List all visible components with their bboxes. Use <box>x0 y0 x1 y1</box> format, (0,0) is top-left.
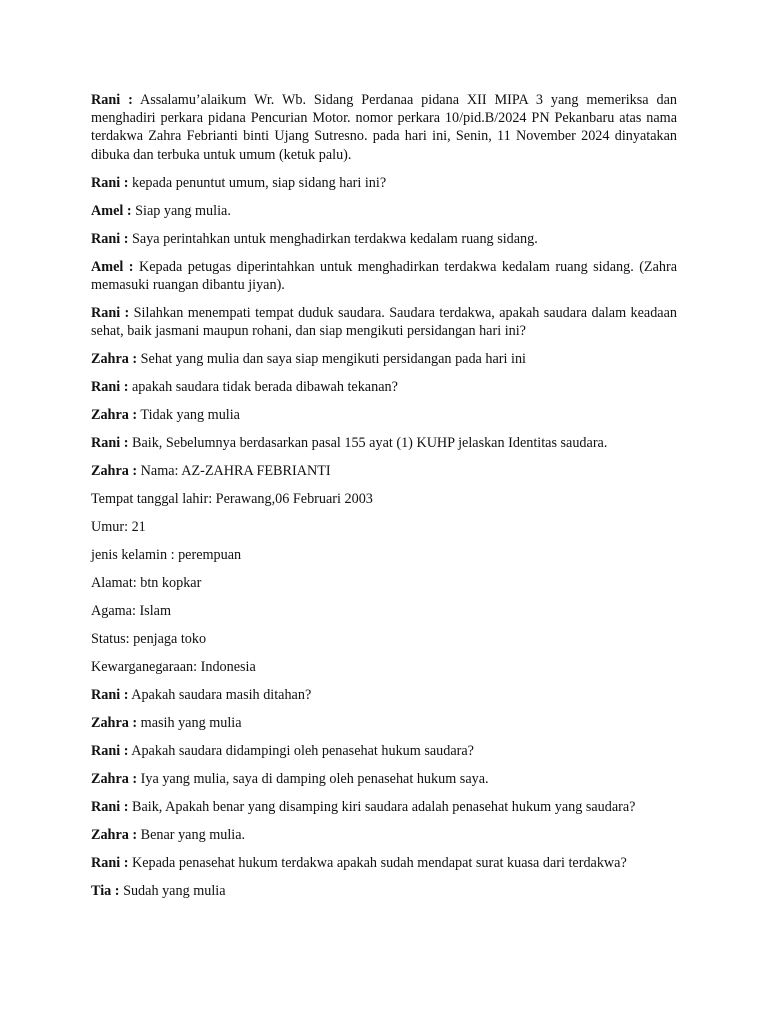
speaker-label: Zahra : <box>91 407 138 424</box>
dialogue-paragraph <box>91 714 677 732</box>
dialogue-paragraph <box>91 350 677 368</box>
speaker-label: Amel : <box>91 202 132 219</box>
dialogue-paragraph <box>91 742 677 760</box>
identity-text: jenis kelamin : perempuan <box>91 547 242 564</box>
dialogue-text: Silahkan menempati tempat duduk saudara. Saudara terdakwa, apakah saudara dalam keadaan sehat, baik jasmani maupun rohani, dan siap mengikuti persidangan hari ini? <box>91 304 677 340</box>
dialogue-text: Assalamu’alaikum Wr. Wb. Sidang Perdanaa pidana XII MIPA 3 yang memeriksa dan menghadiri perkara pidana Pencurian Motor. nomor perkara 10/pid.B/2024 PN Pekanbaru atas nama terdakwa Zahra Febrianti binti Ujang Sutresno. pada hari ini, Senin, 11 November 2024 dinyatakan dibuka dan terbuka untuk umum (ketuk palu). <box>91 92 677 163</box>
identity-text: Kewarganegaraan: Indonesia <box>91 659 256 676</box>
speaker-label: Rani : <box>91 379 129 396</box>
dialogue-text: kepada penuntut umum, siap sidang hari ini? <box>132 174 387 191</box>
dialogue-paragraph <box>91 462 677 480</box>
speaker-label: Rani : <box>91 799 129 816</box>
dialogue-paragraph <box>91 406 677 424</box>
identity-line <box>91 602 677 620</box>
identity-line <box>91 658 677 676</box>
speaker-label: Rani : <box>91 435 129 452</box>
dialogue-paragraph <box>91 258 677 294</box>
identity-line <box>91 574 677 592</box>
speaker-label: Rani : <box>91 304 130 321</box>
dialogue-paragraph <box>91 202 677 220</box>
speaker-label: Tia : <box>91 883 120 900</box>
speaker-label: Rani : <box>91 743 129 760</box>
speaker-label: Rani : <box>91 174 129 191</box>
identity-text: Agama: Islam <box>91 603 171 620</box>
identity-line <box>91 630 677 648</box>
identity-text: Umur: 21 <box>91 519 146 536</box>
speaker-label: Zahra : <box>91 771 138 788</box>
identity-text: Alamat: btn kopkar <box>91 575 202 592</box>
dialogue-text: Saya perintahkan untuk menghadirkan terdakwa kedalam ruang sidang. <box>132 230 538 247</box>
dialogue-text: Baik, Sebelumnya berdasarkan pasal 155 ayat (1) KUHP jelaskan Identitas saudara. <box>132 435 608 452</box>
identity-line <box>91 490 677 508</box>
dialogue-paragraph <box>91 686 677 704</box>
dialogue-paragraph <box>91 230 677 248</box>
dialogue-text: Kepada petugas diperintahkan untuk menghadirkan terdakwa kedalam ruang sidang. (Zahra memasuki ruangan dibantu jiyan). <box>91 258 678 293</box>
dialogue-paragraph <box>91 434 677 452</box>
dialogue-paragraph <box>91 174 677 192</box>
dialogue-text: apakah saudara tidak berada dibawah tekanan? <box>132 379 398 396</box>
speaker-label: Rani : <box>91 855 129 872</box>
dialogue-text: Sudah yang mulia <box>123 883 226 900</box>
speaker-label: Zahra : <box>91 351 138 368</box>
dialogue-text: Tidak yang mulia <box>140 407 240 424</box>
dialogue-text: Nama: AZ-ZAHRA FEBRIANTI <box>140 463 331 480</box>
dialogue-paragraph <box>91 91 677 164</box>
speaker-label: Rani : <box>91 687 129 704</box>
dialogue-text: Benar yang mulia. <box>140 827 246 844</box>
dialogue-paragraph <box>91 854 677 872</box>
dialogue-paragraph <box>91 826 677 844</box>
speaker-label: Zahra : <box>91 827 138 844</box>
dialogue-text: masih yang mulia <box>140 715 242 732</box>
dialogue-text: Sehat yang mulia dan saya siap mengikuti persidangan pada hari ini <box>140 351 526 368</box>
dialogue-text: Apakah saudara didampingi oleh penasehat hukum saudara? <box>131 743 474 760</box>
dialogue-text: Baik, Apakah benar yang disamping kiri saudara adalah penasehat hukum yang saudara? <box>132 799 636 816</box>
speaker-label: Rani : <box>91 92 133 108</box>
document-page <box>91 91 677 910</box>
dialogue-paragraph <box>91 798 677 816</box>
dialogue-paragraph <box>91 770 677 788</box>
dialogue-text: Apakah saudara masih ditahan? <box>131 687 312 704</box>
identity-line <box>91 546 677 564</box>
identity-text: Status: penjaga toko <box>91 631 207 648</box>
speaker-label: Zahra : <box>91 715 138 732</box>
identity-line <box>91 518 677 536</box>
dialogue-text: Kepada penasehat hukum terdakwa apakah sudah mendapat surat kuasa dari terdakwa? <box>132 855 627 872</box>
dialogue-paragraph <box>91 882 677 900</box>
dialogue-paragraph <box>91 378 677 396</box>
speaker-label: Zahra : <box>91 463 138 480</box>
dialogue-text: Iya yang mulia, saya di damping oleh penasehat hukum saya. <box>140 771 489 788</box>
speaker-label: Rani : <box>91 230 129 247</box>
speaker-label: Amel : <box>91 258 134 275</box>
dialogue-paragraph <box>91 304 677 340</box>
identity-text: Tempat tanggal lahir: Perawang,06 Februari 2003 <box>91 491 373 508</box>
dialogue-text: Siap yang mulia. <box>135 202 231 219</box>
